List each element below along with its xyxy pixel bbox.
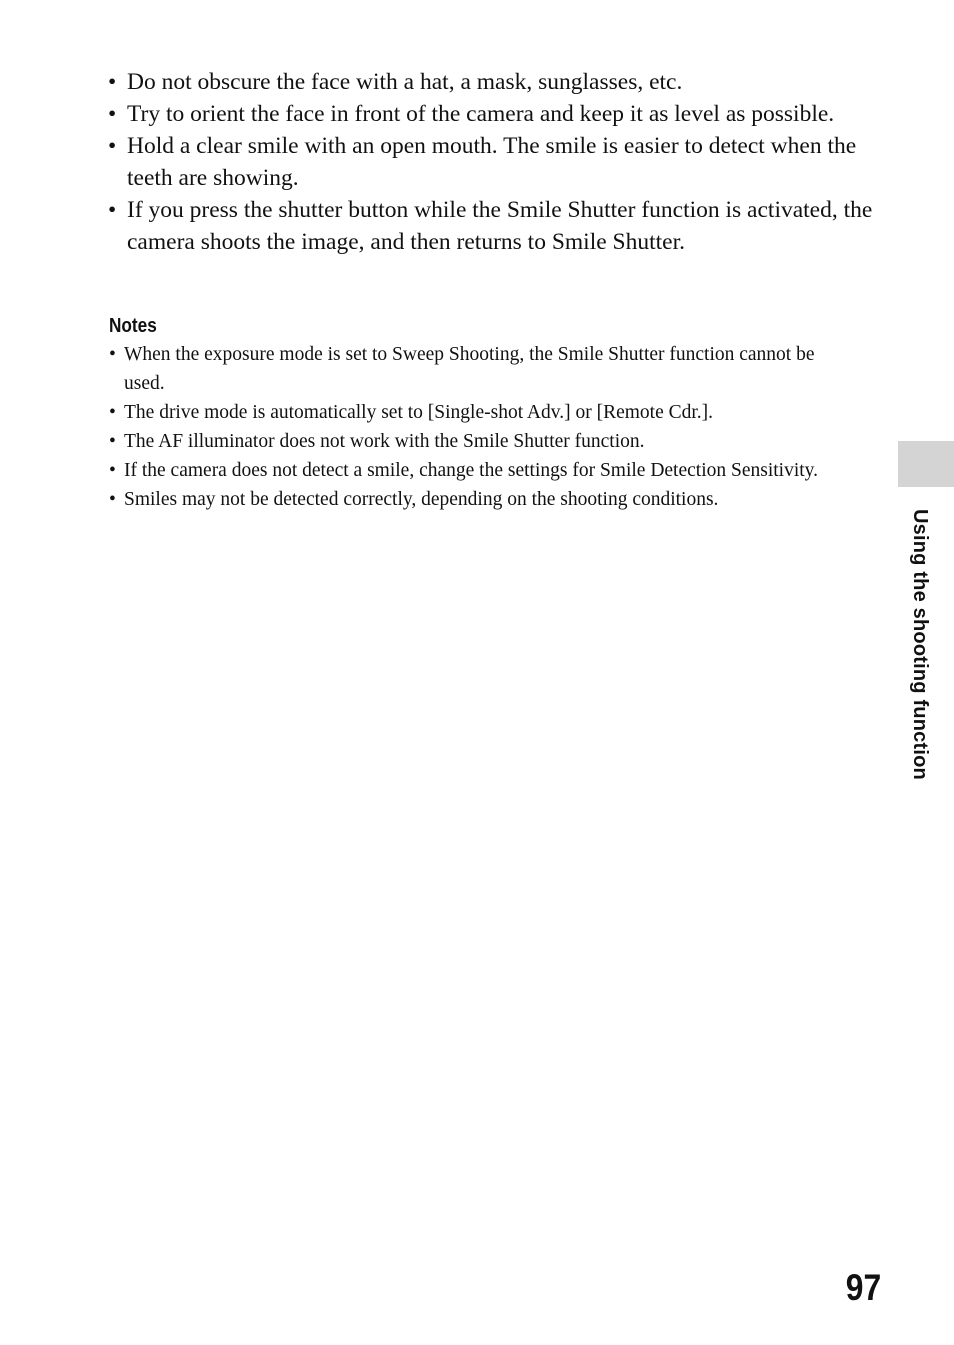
tip-text: Try to orient the face in front of the camera and keep it as level as possible. [127,101,835,127]
notes-list [108,340,848,514]
bullet-icon: • [109,489,116,510]
note-text: If the camera does not detect a smile, change the settings for Smile Detection Sensitivity. [124,460,819,481]
notes-heading: Notes [109,315,157,337]
tip-item [108,194,898,258]
section-label: Using the shooting function [909,509,931,780]
note-item [108,485,848,514]
bullet-icon: • [109,431,116,452]
tip-item [108,130,898,194]
bullet-icon: • [108,133,117,159]
tips-list [108,66,898,258]
note-text: The AF illuminator does not work with the Smile Shutter function. [124,431,645,452]
tip-item [108,66,898,98]
bullet-icon: • [108,197,117,223]
tip-text: Do not obscure the face with a hat, a mask, sunglasses, etc. [127,69,683,95]
bullet-icon: • [109,402,116,423]
bullet-icon: • [108,101,117,127]
tip-text: Hold a clear smile with an open mouth. The smile is easier to detect when the teeth are showing. [127,133,857,191]
note-text: When the exposure mode is set to Sweep Shooting, the Smile Shutter function cannot be used. [124,344,815,394]
tip-text: If you press the shutter button while the Smile Shutter function is activated, the camera shoots the image, and then returns to Smile Shutter. [127,197,873,255]
bullet-icon: • [108,69,117,95]
note-item [108,427,848,456]
bullet-icon: • [109,460,116,481]
note-text: Smiles may not be detected correctly, depending on the shooting conditions. [124,489,719,510]
note-text: The drive mode is automatically set to [Single-shot Adv.] or [Remote Cdr.]. [124,402,714,423]
note-item [108,398,848,427]
note-item [108,456,848,485]
tip-item [108,98,898,130]
page-number: 97 [845,1267,881,1308]
section-tab [898,441,954,487]
bullet-icon: • [109,344,116,365]
note-item [108,340,848,398]
